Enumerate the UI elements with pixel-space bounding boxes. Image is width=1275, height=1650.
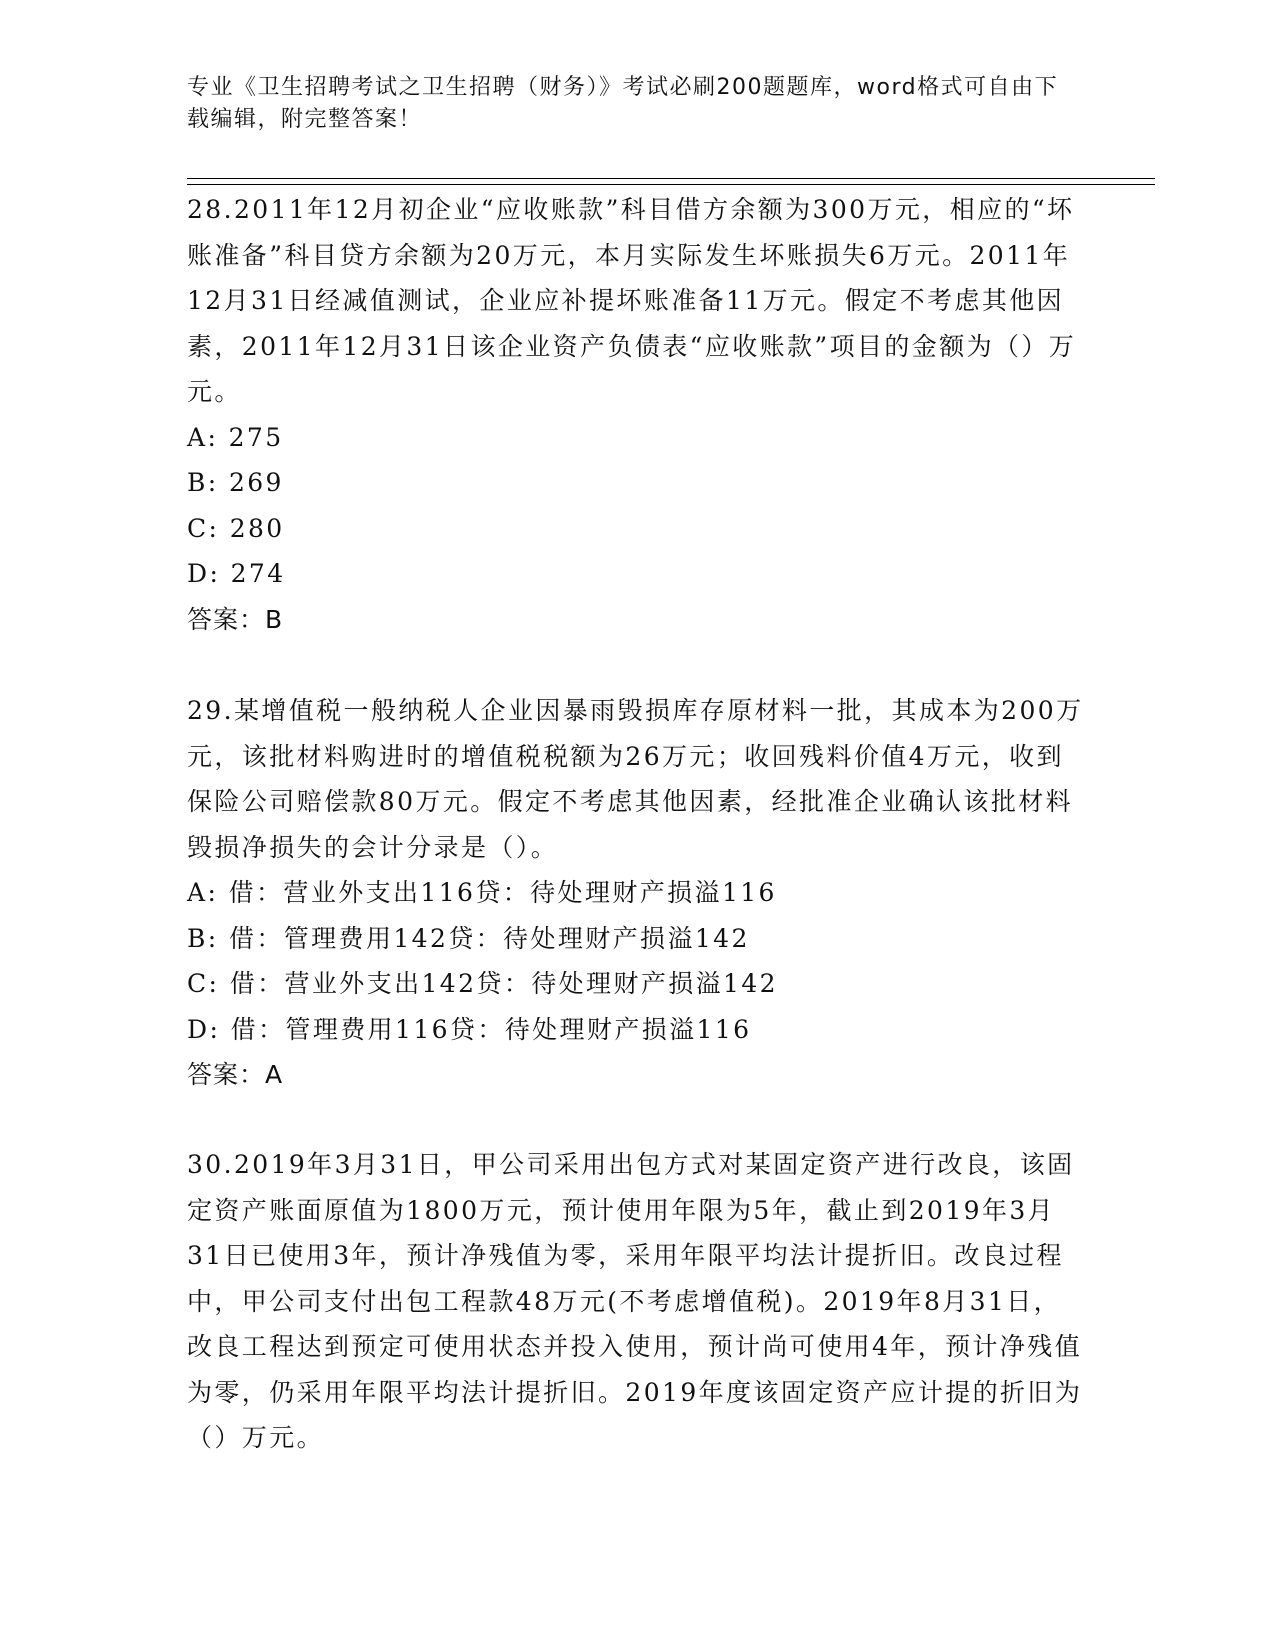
option-d: D: 274 [187,559,286,588]
option-c: C: 借：营业外支出142贷：待处理财产损溢142 [187,969,778,998]
header-divider-bottom [187,184,1155,185]
option-d: D: 借：管理费用116贷：待处理财产损溢116 [187,1014,752,1044]
question-stem: 30.2019年3月31日，甲公司采用出包方式对某固定资产进行改良，该固定资产账面原值为1800万元，预计使用年限为5年，截止到2019年3月31日已使用3年，预计净残值为零，采用年限平均法计提折旧。改良过程中，甲公司支付出包工程款48万元(不考虑增值税)。2019年8月31日，改良工程达到预定可使用状态并投入使用，预计尚可使用4年，预计净残值为零，仍采用年限平均法计提折旧。2019年度该固定资产应计提的折旧为（）万元。 [187,1150,1083,1452]
question-stem: 28.2011年12月初企业“应收账款”科目借方余额为300万元，相应的“坏账准备”科目贷方余额为20万元，本月实际发生坏账损失6万元。2011年12月31日经减值测试，企业应补提坏账准备11万元。假定不考虑其他因素，2011年12月31日该企业资产负债表“应收账款”项目的金额为（）万元。 [187,195,1077,406]
option-a: A: 借：营业外支出116贷：待处理财产损溢116 [187,878,777,907]
option-a: A: 275 [187,422,284,452]
question-30 [187,1142,1087,1461]
option-b: B: 269 [187,468,284,497]
option-b: B: 借：管理费用142贷：待处理财产损溢142 [187,923,750,953]
answer: 答案：B [187,604,284,634]
question-29 [187,688,1087,1098]
header-divider-top [187,178,1155,179]
document-header: 专业《卫生招聘考试之卫生招聘（财务）》考试必刷200题题库，word格式可自由下载编辑，附完整答案！ [187,75,1059,132]
question-stem: 29.某增值税一般纳税人企业因暴雨毁损库存原材料一批，其成本为200万元，该批材料购进时的增值税税额为26万元；收回残料价值4万元，收到保险公司赔偿款80万元。假定不考虑其他因素，经批准企业确认该批材料毁损净损失的会计分录是（）。 [187,696,1084,862]
option-c: C: 280 [187,513,285,543]
answer: 答案：A [187,1060,284,1089]
question-28 [187,187,1087,642]
